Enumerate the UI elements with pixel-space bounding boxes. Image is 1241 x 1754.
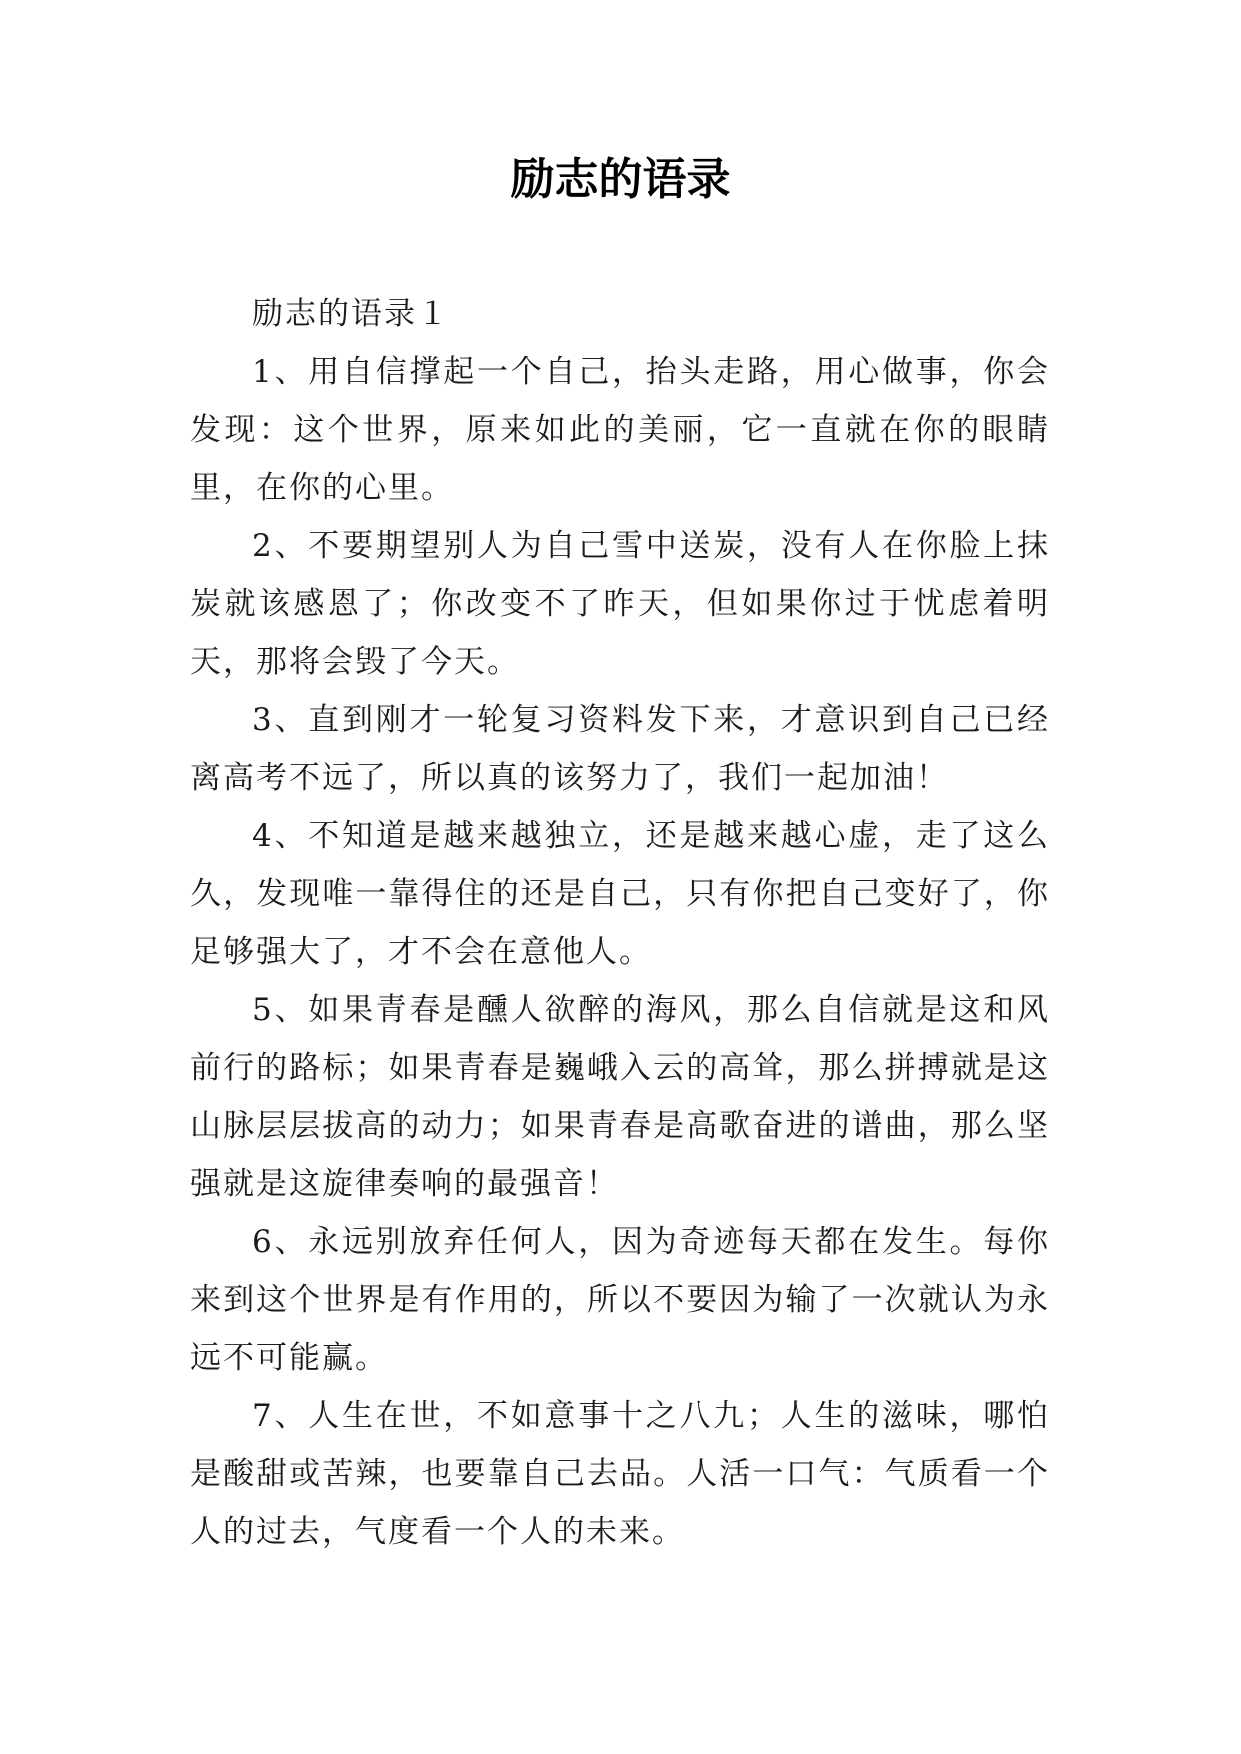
paragraph-4: 4、不知道是越来越独立，还是越来越心虚，走了这么久，发现唯一靠得住的还是自己，只有你把自己变好了，你足够强大了，才不会在意他人。: [190, 818, 1050, 970]
paragraph-7: 7、人生在世，不如意事十之八九；人生的滋味，哪怕是酸甜或苦辣，也要靠自己去品。人活一口气：气质看一个人的过去，气度看一个人的未来。: [190, 1398, 1050, 1550]
paragraph-6: 6、永远别放弃任何人，因为奇迹每天都在发生。每你来到这个世界是有作用的，所以不要因为输了一次就认为永远不可能赢。: [190, 1224, 1050, 1376]
paragraph-1: 1、用自信撑起一个自己，抬头走路，用心做事，你会发现：这个世界，原来如此的美丽，它一直就在你的眼睛里，在你的心里。: [190, 354, 1050, 506]
document-body: [190, 285, 1050, 1561]
paragraph-3: 3、直到刚才一轮复习资料发下来，才意识到自己已经离高考不远了，所以真的该努力了，我们一起加油！: [190, 702, 1050, 796]
paragraph-2: 2、不要期望别人为自己雪中送炭，没有人在你脸上抹炭就该感恩了；你改变不了昨天，但如果你过于忧虑着明天，那将会毁了今天。: [190, 528, 1050, 680]
paragraph-5: 5、如果青春是醺人欲醉的海风，那么自信就是这和风前行的路标；如果青春是巍峨入云的高耸，那么拼搏就是这山脉层层拔高的动力；如果青春是高歌奋进的谱曲，那么坚强就是这旋律奏响的最强音！: [190, 992, 1050, 1202]
page-title: 励志的语录: [510, 154, 731, 205]
section-heading: 励志的语录１: [252, 296, 450, 332]
